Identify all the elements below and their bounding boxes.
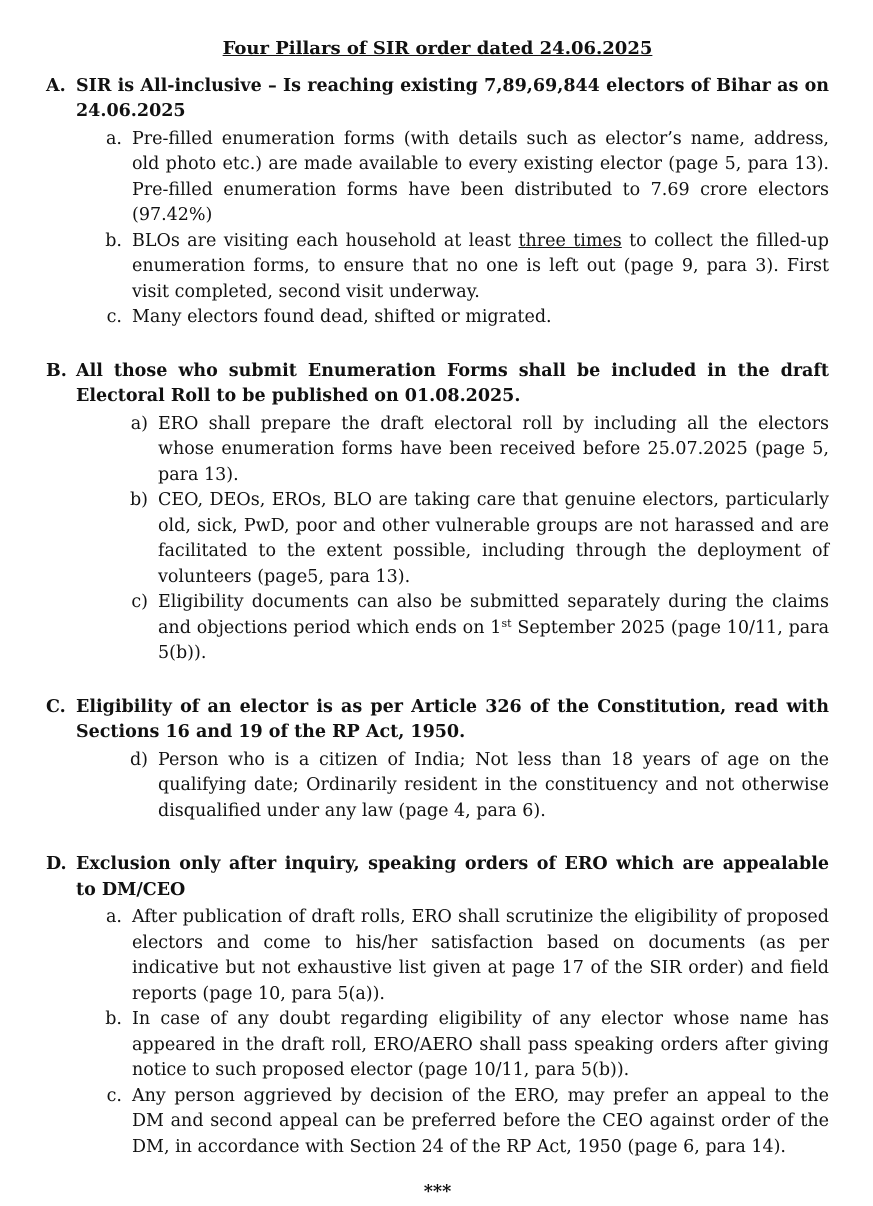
item-text-part: to collect the filled-up enumeration forms, to ensure that no one is left out (page 9, para 3). First visit completed, second visit underway. — [132, 230, 829, 302]
item-text — [158, 590, 829, 667]
list-item — [46, 229, 829, 306]
item-marker: c) — [131, 592, 148, 612]
item-marker: b) — [129, 490, 148, 510]
item-text: ERO shall prepare the draft electoral roll by including all the electors whose enumeration forms have been received before 25.07.2025 (page 5, para 13). — [158, 413, 829, 485]
section-heading-text: Eligibility of an elector is as per Article 326 of the Constitution, read with Sections 16 and 19 of the RP Act, 1950. — [76, 696, 829, 742]
item-marker: b. — [105, 1009, 122, 1029]
section-c — [46, 695, 829, 825]
section-a — [46, 74, 829, 331]
item-text: Any person aggrieved by decision of the ERO, may prefer an appeal to the DM and second appeal can be preferred before the CEO against order of the DM, in accordance with Section 24 of the RP Act, 1950 (page 6, para 14). — [132, 1085, 829, 1157]
section-marker: D. — [46, 854, 67, 874]
section-d — [46, 852, 829, 1160]
item-marker: c. — [106, 1085, 122, 1106]
end-mark: *** — [423, 1182, 452, 1202]
list-item — [46, 412, 829, 489]
section-heading — [46, 74, 829, 125]
list-item — [46, 1084, 829, 1161]
item-text-part: BLOs are visiting each household at least — [132, 230, 519, 251]
item-text — [132, 229, 829, 306]
item-text-part: Eligibility documents can also be submitted separately during the claims and objections period which ends on 1 — [158, 592, 829, 638]
list-item — [46, 905, 829, 1007]
item-text: CEO, DEOs, EROs, BLO are taking care that genuine electors, particularly old, sick, PwD, poor and other vulnerable groups are not harassed and are facilitated to the extent possible, including through the deployment of volunteers (page5, para 13). — [158, 490, 829, 587]
section-heading-text: All those who submit Enumeration Forms shall be included in the draft Electoral Roll to be published on 01.08.2025. — [76, 360, 829, 406]
section-marker: C. — [46, 696, 66, 717]
item-marker: b. — [105, 230, 122, 251]
item-marker: a) — [130, 413, 148, 434]
section-marker: B. — [46, 360, 67, 381]
item-text-part: September 2025 (page 10/11, para 5(b)). — [158, 617, 830, 663]
section-heading — [46, 695, 829, 746]
item-marker: c. — [106, 307, 122, 327]
document-title: Four Pillars of SIR order dated 24.06.2025 — [222, 38, 653, 59]
section-marker: A. — [46, 75, 66, 96]
section-heading — [46, 852, 829, 903]
item-text: After publication of draft rolls, ERO shall scrutinize the eligibility of proposed electors and come to his/her satisfaction based on documents (as per indicative but not exhaustive list given at page 17 of the SIR order) and field reports (page 10, para 5(a)). — [132, 907, 829, 1004]
list-item — [46, 1007, 829, 1084]
list-item — [46, 305, 829, 331]
list-item — [46, 127, 829, 229]
item-text: In case of any doubt regarding eligibility of any elector whose name has appeared in the draft roll, ERO/AERO shall pass speaking orders after giving notice to such proposed elector (page 10/11, para 5(b)). — [132, 1009, 829, 1080]
item-marker: a. — [106, 907, 122, 927]
list-item — [46, 590, 829, 667]
section-heading-text: Exclusion only after inquiry, speaking orders of ERO which are appealable to DM/CEO — [76, 854, 829, 900]
item-text: Many electors found dead, shifted or migrated. — [132, 307, 552, 327]
section-b — [46, 359, 829, 667]
section-heading-text: SIR is All-inclusive – Is reaching existing 7,89,69,844 electors of Bihar as on 24.06.2025 — [76, 75, 829, 121]
item-text: Person who is a citizen of India; Not less than 18 years of age on the qualifying date; Ordinarily resident in the constituency and not otherwise disqualified under any law (page 4, para 6). — [158, 749, 829, 821]
item-text: Pre-filled enumeration forms (with details such as elector’s name, address, old photo etc.) are made available to every existing elector (page 5, para 13). Pre-filled enumeration forms have been distributed to 7.69 crore electors (97.42%) — [132, 128, 829, 225]
section-heading — [46, 359, 829, 410]
underlined-phrase: three times — [518, 230, 622, 251]
item-marker: a. — [106, 128, 122, 149]
list-item — [46, 488, 829, 590]
item-marker: d) — [129, 749, 148, 770]
list-item — [46, 748, 829, 825]
superscript: st — [501, 616, 512, 630]
